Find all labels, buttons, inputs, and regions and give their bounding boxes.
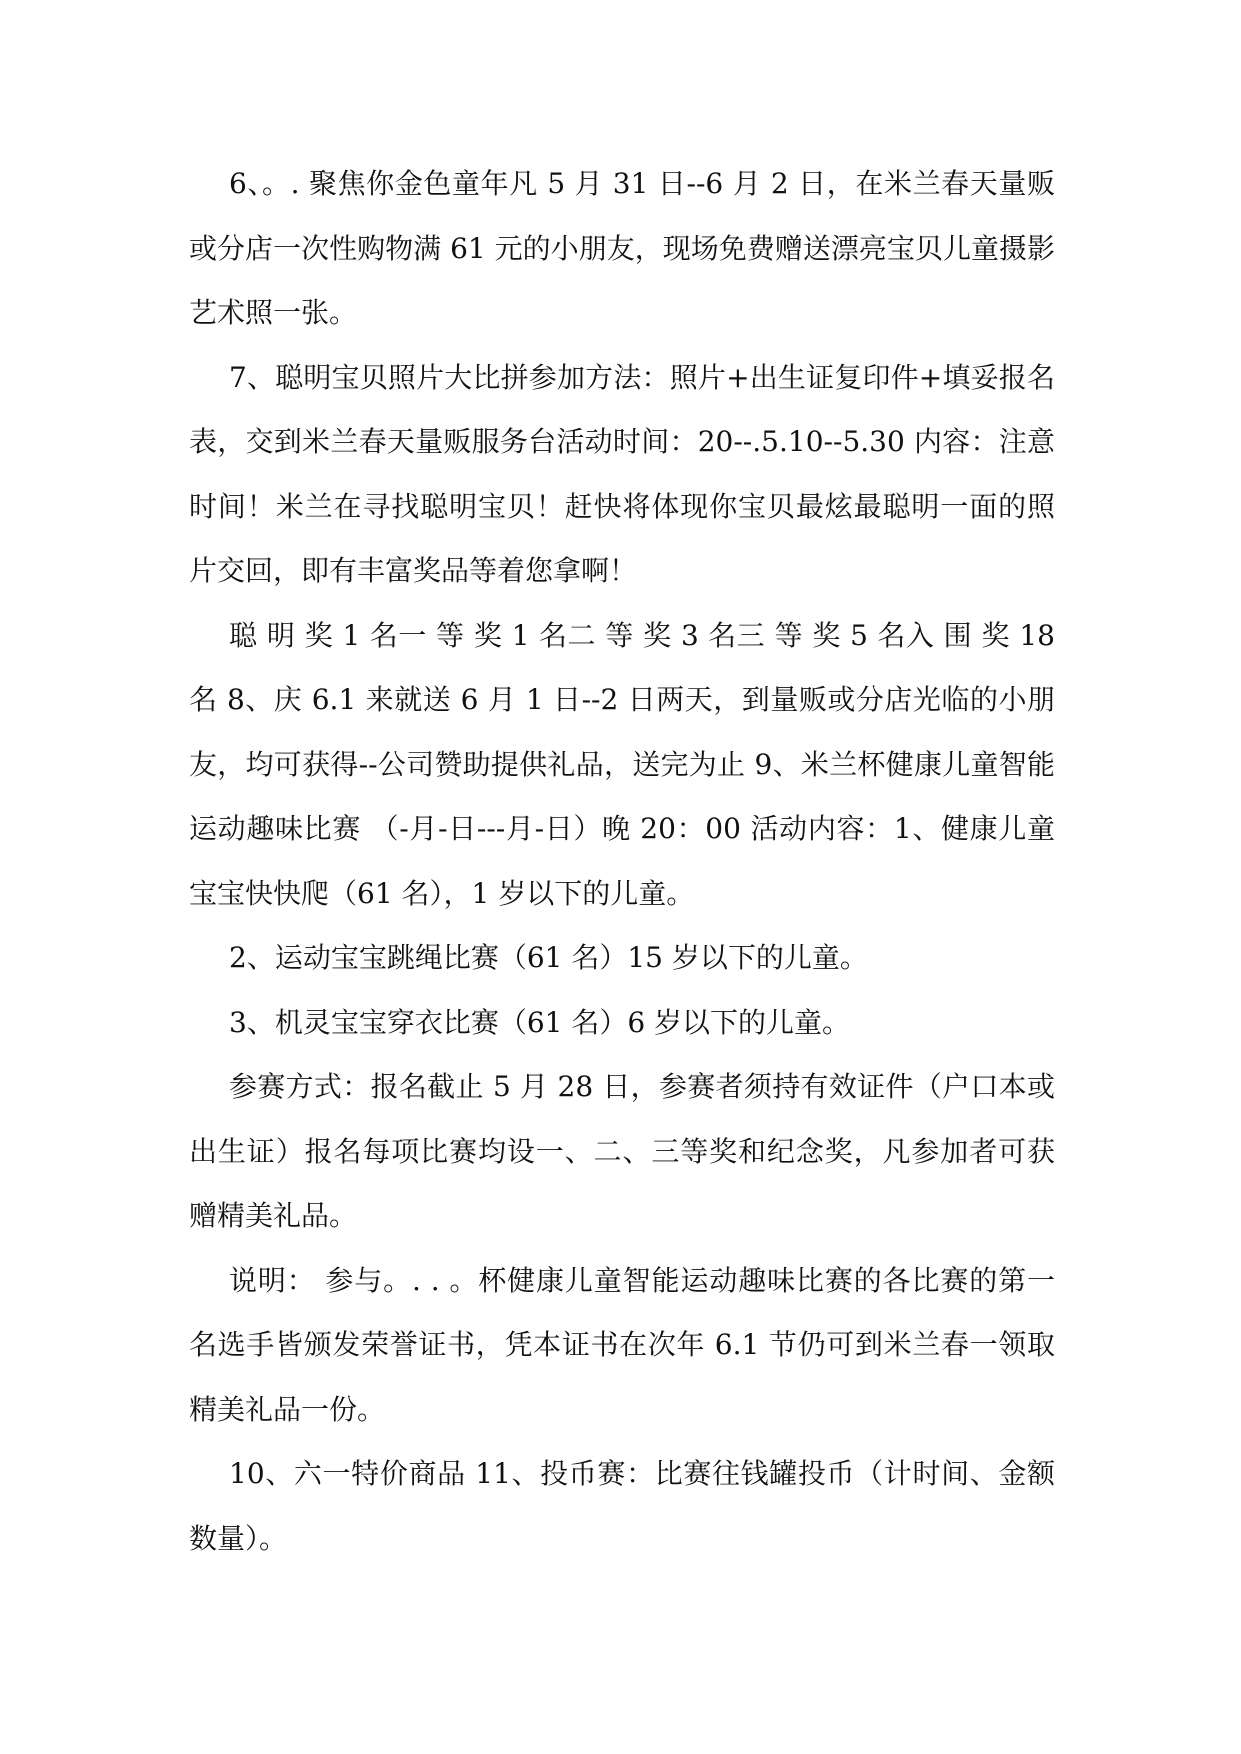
paragraph-specials-10-11: 10、六一特价商品 11、投币赛：比赛往钱罐投币（计时间、金额数量）。 bbox=[189, 1457, 1055, 1555]
paragraph-promo-6: 6、。. 聚焦你金色童年凡 5 月 31 日--6 月 2 日，在米兰春天量贩或分店一次性购物满 61 元的小朋友，现场免费赠送漂亮宝贝儿童摄影艺术照一张。 bbox=[189, 167, 1055, 329]
paragraph-jump-rope: 2、运动宝宝跳绳比赛（61 名）15 岁以下的儿童。 bbox=[229, 941, 868, 974]
paragraph-note: 说明： 参与。. . 。杯健康儿童智能运动趣味比赛的各比赛的第一名选手皆颁发荣誉证书，凭本证书在次年 6.1 节仍可到米兰春一领取精美礼品一份。 bbox=[189, 1263, 1055, 1426]
paragraph-photo-contest-7: 7、聪明宝贝照片大比拼参加方法：照片+出生证复印件+填妥报名表，交到米兰春天量贩服务台活动时间：20--.5.10--5.30 内容：注意时间！米兰在寻找聪明宝贝！赶快将体现你宝贝最炫最聪明一面的照片交回，即有丰富奖品等着您拿啊！ bbox=[189, 360, 1055, 587]
paragraph-registration: 参赛方式：报名截止 5 月 28 日，参赛者须持有效证件（户口本或出生证）报名每项比赛均设一、二、三等奖和纪念奖，凡参加者可获赠精美礼品。 bbox=[189, 1070, 1055, 1232]
paragraph-awards-8-9: 聪 明 奖 1 名一 等 奖 1 名二 等 奖 3 名三 等 奖 5 名入 围 奖 18 名 8、庆 6.1 来就送 6 月 1 日--2 日两天，到量贩或分店光临的小朋友，均可获得--公司赞助提供礼品，送完为止 9、米兰杯健康儿童智能运动趣味比赛 （-月-日---月-日）晚 20：00 活动内容：1、健康儿童宝宝快快爬（61 名），1 岁以下的儿童。 bbox=[189, 618, 1055, 910]
document-body bbox=[189, 152, 1055, 1571]
paragraph-dressing-contest: 3、机灵宝宝穿衣比赛（61 名）6 岁以下的儿童。 bbox=[229, 1005, 851, 1039]
